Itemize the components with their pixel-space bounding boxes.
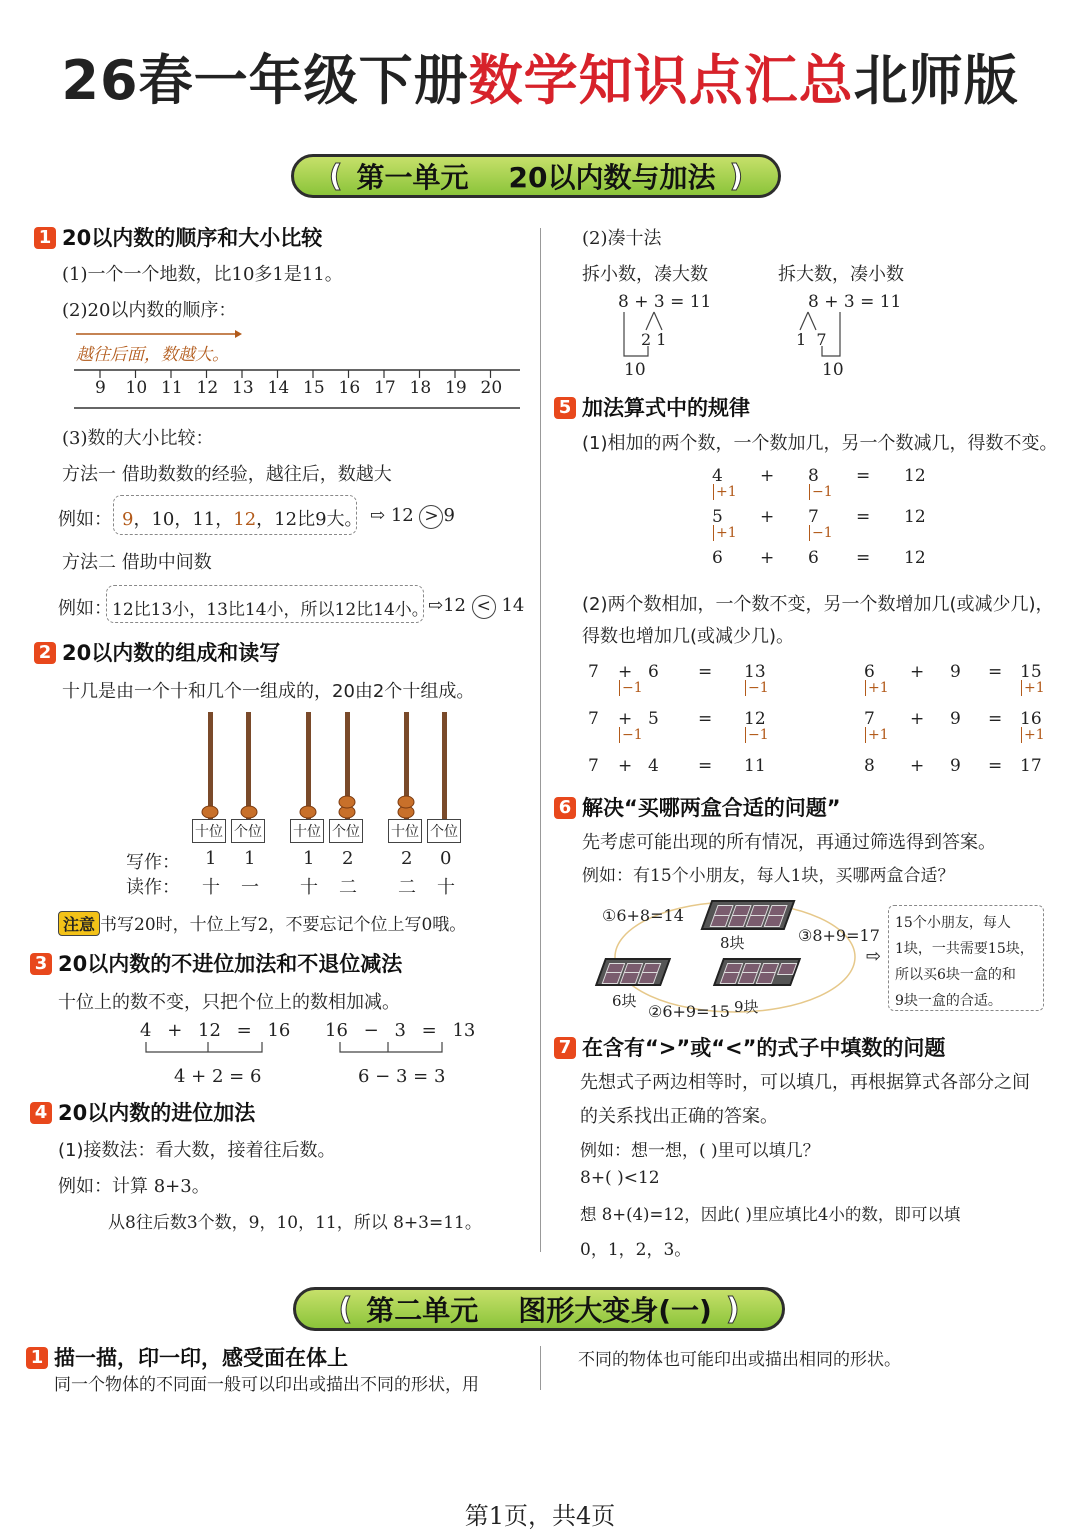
pattern-cell: = (988, 709, 1003, 729)
section-title: 20以内数的顺序和大小比较 (62, 226, 323, 250)
pattern-cell: 4 (648, 756, 659, 776)
pattern-cell: 13 (744, 662, 766, 682)
place-tens-label: 十位 (290, 819, 324, 843)
make-ten-eq-a: 8 + 3 = 11 (618, 292, 712, 312)
ex1-res-a: 12 (390, 505, 414, 526)
a-parts: 2 1 (641, 330, 667, 349)
section-2-heading (34, 637, 280, 667)
s5-p2b: 得数也增加几(或减少几)。 (582, 626, 795, 647)
option-3: ③8+9=17 (798, 926, 880, 945)
place-tens-label: 十位 (388, 819, 422, 843)
number-line-label: 9 (95, 378, 106, 398)
read-value: 十 (202, 877, 220, 898)
section-number-badge: 1 (34, 227, 56, 249)
example-1-label: 例如： (58, 509, 112, 530)
change-mark: +1 (713, 525, 737, 541)
place-ones-label: 个位 (231, 819, 265, 843)
section-4-heading (30, 1097, 255, 1127)
box-8-label: 8块 (720, 934, 745, 952)
greater-than-symbol: > (419, 505, 443, 529)
pattern-cell: + (760, 466, 775, 486)
section-6-heading (554, 792, 841, 822)
pattern-cell: 9 (950, 756, 961, 776)
column-divider (540, 1346, 541, 1390)
title-highlight: 数学知识点汇总 (468, 49, 854, 112)
number-line-label: 19 (445, 378, 467, 398)
number-line-label: 11 (161, 378, 183, 398)
write-value: 2 (401, 848, 413, 869)
ten-a: 10 (624, 360, 646, 380)
pattern-cell: 4 (712, 466, 723, 486)
pattern-cell: 7 (588, 756, 599, 776)
number-line-label: 12 (196, 378, 219, 398)
s7-eq: 8+( )<12 (580, 1168, 660, 1188)
pattern-cell: 9 (950, 662, 961, 682)
eq1-sub: 4 + 2 = 6 (174, 1066, 262, 1087)
change-mark: +1 (1021, 680, 1045, 696)
pattern-cell: 12 (744, 709, 766, 729)
pattern-cell: = (698, 709, 713, 729)
page-title (0, 38, 1080, 115)
box-6-label: 6块 (612, 992, 637, 1010)
section-number-badge: 3 (30, 953, 52, 975)
unit2-topic: 图形大变身(一) (518, 1294, 712, 1327)
section-title: 加法算式中的规律 (582, 396, 750, 420)
pattern-cell: 9 (950, 709, 961, 729)
example-2-label: 例如： (58, 598, 112, 619)
s5-p1: (1)相加的两个数，一个数加几，另一个数减几，得数不变。 (582, 433, 1058, 454)
read-value: 二 (398, 877, 416, 898)
section-number-badge: 4 (30, 1102, 52, 1124)
pattern-cell: = (856, 466, 871, 486)
eq2: 16 − 3 = 13 (325, 1020, 476, 1041)
read-value: 一 (241, 877, 259, 898)
split-big-caption: 拆大数，凑小数 (778, 264, 904, 285)
ten-b: 10 (822, 360, 844, 380)
box-9-label: 9块 (734, 998, 759, 1016)
section-number-badge: 5 (554, 397, 576, 419)
section-title: 20以内数的进位加法 (58, 1101, 256, 1125)
change-mark: −1 (745, 727, 769, 743)
change-mark: −1 (745, 680, 769, 696)
pattern-cell: 7 (588, 709, 599, 729)
title-suffix: 北师版 (853, 49, 1019, 112)
pattern-cell: = (988, 662, 1003, 682)
pattern-cell: = (698, 756, 713, 776)
section-5-heading (554, 392, 750, 422)
s7-ex: 例如：想一想，( )里可以填几？ (580, 1141, 820, 1161)
s4-p2: (2)凑十法 (582, 228, 662, 249)
ex1-res-b: 9 (443, 505, 455, 526)
pattern-cell: 7 (588, 662, 599, 682)
paren-left-icon: ( (328, 158, 343, 194)
pattern-cell: 7 (864, 709, 875, 729)
section-7-heading (554, 1032, 945, 1062)
change-mark: +1 (713, 484, 737, 500)
number-line-label: 17 (374, 378, 396, 398)
pattern-cell: 8 (808, 466, 819, 486)
number-line-label: 16 (338, 378, 361, 398)
pattern-cell: + (910, 662, 925, 682)
s3-p1: 十位上的数不变，只把个位上的数相加减。 (58, 992, 400, 1013)
write-value: 1 (244, 848, 256, 869)
pattern-cell: + (910, 756, 925, 776)
paren-right-icon: ) (725, 1291, 740, 1327)
pattern-cell: = (856, 507, 871, 527)
pattern-cell: 8 (864, 756, 875, 776)
place-ones-label: 个位 (427, 819, 461, 843)
option-2: ②6+9=15 (648, 1002, 730, 1021)
page-number: 第1页，共4页 (464, 1502, 616, 1530)
s6-p1: 先考虑可能出现的所有情况，再通过筛选得到答案。 (582, 832, 996, 853)
unit2-banner (293, 1287, 785, 1331)
unit2-section-1-heading (26, 1342, 348, 1372)
s6-ex: 例如：有15个小朋友，每人1块，买哪两盒合适？ (582, 866, 955, 886)
eq2-sub: 6 − 3 = 3 (358, 1066, 446, 1087)
pattern-cell: 12 (904, 548, 926, 568)
pattern-cell: 12 (904, 507, 926, 527)
method-1: 方法一 借助数数的经验，越往后，数越大 (62, 464, 392, 485)
write-value: 1 (303, 848, 315, 869)
pattern-cell: 11 (744, 756, 766, 776)
b-parts: 1 7 (796, 330, 827, 349)
unit2-s1-p1: 同一个物体的不同面一般可以印出或描出不同的形状，用 (54, 1375, 479, 1395)
pattern-cell: 15 (1020, 662, 1042, 682)
unit2-s1-p2: 不同的物体也可能印出或描出相同的形状。 (578, 1350, 901, 1370)
section-number-badge: 6 (554, 797, 576, 819)
place-tens-label: 十位 (192, 819, 226, 843)
method-2: 方法二 借助中间数 (62, 552, 212, 573)
s4-ex2: 从8往后数3个数，9，10，11，所以 8+3=11。 (108, 1213, 482, 1233)
pattern-cell: 12 (904, 466, 926, 486)
section-3-heading (30, 948, 402, 978)
number-line-label: 20 (480, 378, 503, 398)
change-mark: +1 (865, 680, 889, 696)
unit1-banner (291, 154, 781, 198)
pattern-cell: 5 (712, 507, 723, 527)
option-1: ①6+8=14 (602, 906, 684, 925)
abacus-drawing (180, 710, 480, 822)
pattern-cell: + (618, 662, 633, 682)
read-value: 十 (437, 877, 455, 898)
pattern-cell: 5 (648, 709, 659, 729)
ex1-hl: 12 (233, 509, 257, 530)
arrow-caption: 越往后面，数越大。 (76, 345, 229, 365)
section-number-badge: 7 (554, 1037, 576, 1059)
read-value: 二 (339, 877, 357, 898)
s2-p1: 十几是由一个十和几个一组成的，20由2个十组成。 (62, 681, 475, 702)
section-1-heading (34, 222, 322, 252)
note-tag: 注意 (58, 911, 100, 936)
pattern-cell: + (760, 507, 775, 527)
read-value: 十 (300, 877, 318, 898)
arrow-right-icon: ⇨ (370, 505, 386, 526)
make-ten-eq-b: 8 + 3 = 11 (808, 292, 902, 312)
change-mark: +1 (1021, 727, 1045, 743)
write-value: 0 (440, 848, 452, 869)
section-title: 在含有“>”或“<”的式子中填数的问题 (582, 1036, 946, 1060)
pattern-cell: 6 (864, 662, 875, 682)
change-mark: −1 (619, 680, 643, 696)
section-title: 描一描，印一印，感受面在体上 (54, 1346, 348, 1370)
read-label: 读作： (126, 877, 180, 898)
column-divider (540, 228, 541, 1252)
example-1-result (370, 505, 455, 529)
pattern-cell: 6 (808, 548, 819, 568)
pattern-cell: 17 (1020, 756, 1042, 776)
number-line-label: 13 (232, 378, 254, 398)
write-value: 1 (205, 848, 217, 869)
answer-text: 15个小朋友，每人 1块，一共需要15块， 所以买6块一盒的和 9块一盒的合适。 (895, 915, 1034, 1009)
arrow-right-icon: ⇨ (428, 595, 444, 616)
section-number-badge: 2 (34, 642, 56, 664)
pattern-cell: = (988, 756, 1003, 776)
s7-p1b: 的关系找出正确的答案。 (580, 1106, 778, 1127)
arrow-right-icon: ⇨ (866, 946, 882, 967)
place-ones-label: 个位 (329, 819, 363, 843)
ex2-res-a: 12 (443, 595, 466, 616)
pattern-cell: = (698, 662, 713, 682)
pattern-cell: 7 (808, 507, 819, 527)
ex1-mid: ，10，11， (133, 509, 234, 530)
split-small-caption: 拆小数，凑大数 (582, 264, 708, 285)
note-text: 书写20时，十位上写2，不要忘记个位上写0哦。 (100, 915, 467, 935)
pattern-cell: 6 (648, 662, 659, 682)
example-1-text (122, 505, 363, 531)
example-2-result (428, 595, 524, 619)
change-mark: −1 (619, 727, 643, 743)
box-6-icon (595, 958, 671, 986)
pattern-cell: + (910, 709, 925, 729)
write-label: 写作： (126, 852, 180, 873)
change-mark: −1 (809, 484, 833, 500)
less-than-symbol: < (472, 595, 496, 619)
pattern-cell: + (618, 756, 633, 776)
number-line-label: 10 (125, 378, 148, 398)
write-value: 2 (342, 848, 354, 869)
ex1-end: ，12比9大。 (256, 509, 363, 530)
pattern-cell: + (760, 548, 775, 568)
pattern-cell: 6 (712, 548, 723, 568)
s1-p1: (1)一个一个地数，比10多1是11。 (62, 264, 343, 285)
pattern-cell: = (856, 548, 871, 568)
s4-ex: 例如：计算 8+3。 (58, 1176, 210, 1197)
s7-ans1: 想 8+(4)=12，因此( )里应填比4小的数，即可以填 (580, 1205, 961, 1224)
ex1-first: 9 (122, 509, 134, 530)
unit2-name: 第二单元 (366, 1294, 479, 1327)
section-number-badge: 1 (26, 1347, 48, 1369)
pattern-cell: + (618, 709, 633, 729)
s1-p2: (2)20以内数的顺序： (62, 300, 237, 321)
paren-left-icon: ( (338, 1291, 353, 1327)
section-title: 20以内数的不进位加法和不退位减法 (58, 952, 403, 976)
s7-p1: 先想式子两边相等时，可以填几，再根据算式各部分之间 (580, 1072, 1030, 1093)
number-line-label: 18 (409, 378, 432, 398)
example-2-text: 12比13小，13比14小，所以12比14小。 (112, 600, 429, 620)
section-title: 20以内数的组成和读写 (62, 641, 281, 665)
paren-right-icon: ) (729, 158, 744, 194)
eq1: 4 + 12 = 16 (140, 1020, 291, 1041)
box-9-icon (713, 958, 801, 986)
change-mark: +1 (865, 727, 889, 743)
note-line (58, 910, 466, 936)
s4-p1: (1)接数法：看大数，接着往后数。 (58, 1140, 336, 1161)
title-prefix: 26春一年级下册 (61, 49, 469, 112)
number-line-label: 15 (303, 378, 325, 398)
number-line-label: 14 (267, 378, 290, 398)
unit1-name: 第一单元 (356, 161, 469, 194)
s1-p3: (3)数的大小比较： (62, 428, 214, 449)
section-title: 解决“买哪两盒合适的问题” (582, 796, 841, 820)
ex2-res-b: 14 (501, 595, 525, 616)
pattern-cell: 16 (1020, 709, 1042, 729)
s5-p2: (2)两个数相加，一个数不变，另一个数增加几(或减少几)， (582, 594, 1054, 615)
change-mark: −1 (809, 525, 833, 541)
box-8-icon (701, 900, 796, 930)
s7-ans2: 0，1，2，3。 (580, 1240, 692, 1260)
unit1-topic: 20以内数与加法 (508, 161, 716, 194)
